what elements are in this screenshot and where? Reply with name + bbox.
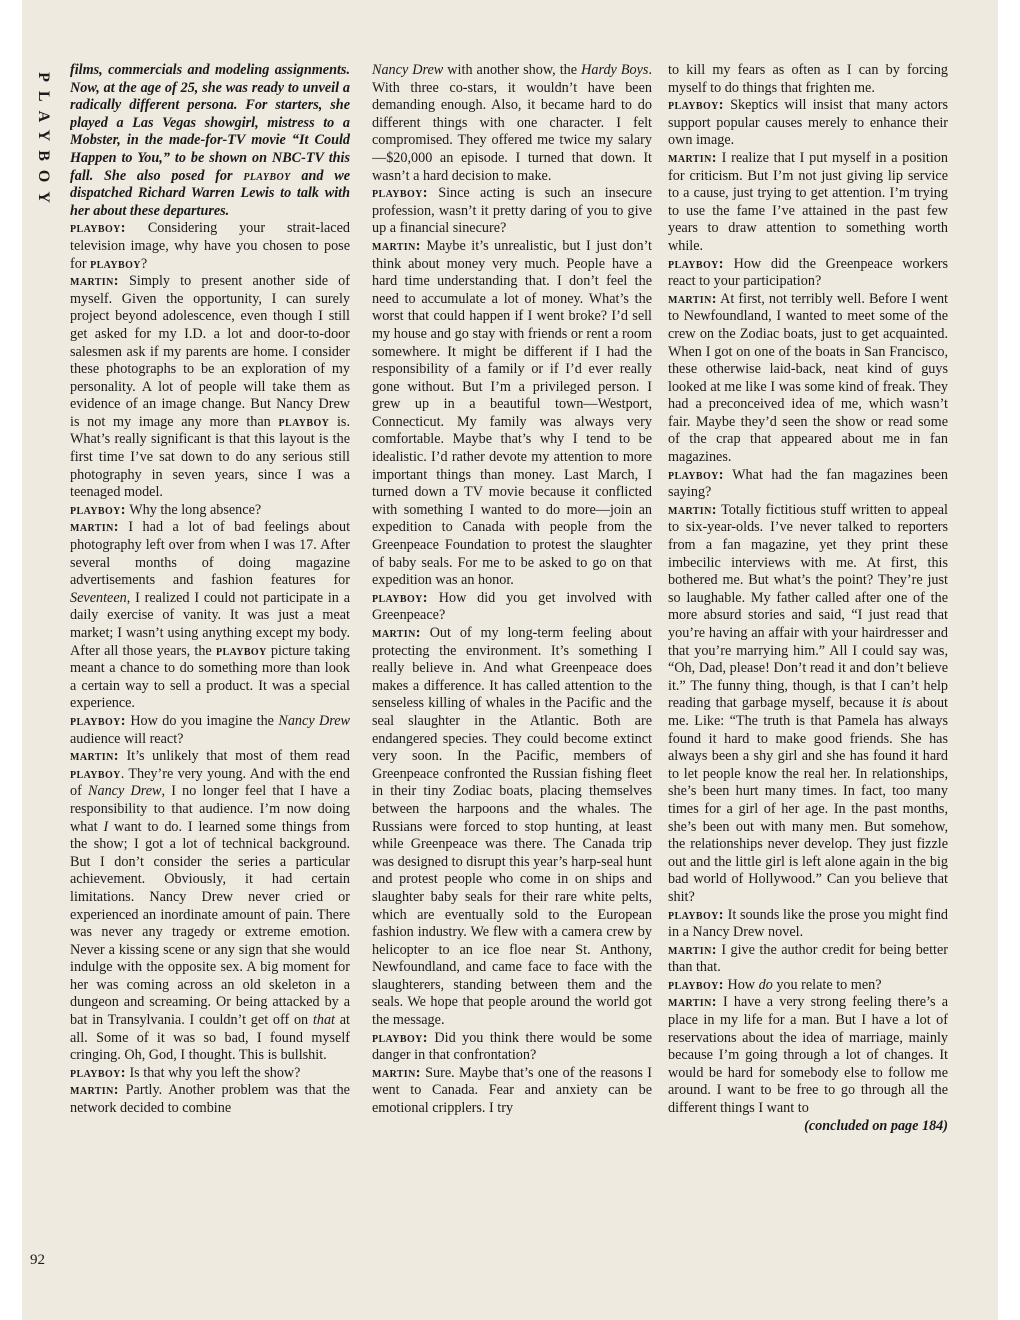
speaker-label: playboy: xyxy=(372,589,428,606)
body-text: It’s unlikely that most of them read xyxy=(126,748,350,765)
small-caps-text: playboy xyxy=(243,167,291,184)
italic-text: Hardy Boys xyxy=(581,62,649,78)
playboy-paragraph xyxy=(372,1030,652,1065)
masthead-text: PLAYBOY xyxy=(35,72,53,212)
body-text: Totally fictitious stuff written to appeal to six-year-olds. I’ve never talked to reporters from a fan magazine, yet they print these imbecilic interviews with me. At first, this bothered me. But what’s the point? They’re just so laughable. My father called after one of the more absurd stories and said, “I just read that you’re having an affair with your hairdresser and that you’re marrying him.” All I could say was, “Oh, Dad, please! Don’t read it and don’t believe it.” The funny thing, though, is that I can’t help reading that garbage myself, because it xyxy=(668,501,948,712)
speaker-label: playboy: xyxy=(668,976,724,993)
intro-paragraph xyxy=(70,62,350,220)
masthead xyxy=(30,62,56,222)
body-text: How did the Greenpeace workers react to your participation? xyxy=(668,255,948,290)
playboy-paragraph xyxy=(70,502,350,520)
body-text: Did you think there would be some danger in that confrontation? xyxy=(372,1029,652,1064)
body-text: at all. Some of it was so bad, I found myself cringing. Oh, God, I thought. This is bullshit. xyxy=(70,1012,350,1064)
speaker-label: playboy: xyxy=(668,97,724,114)
body-text: (concluded on page 184) xyxy=(804,1117,948,1134)
speaker-label: playboy: xyxy=(372,185,428,202)
martin-paragraph xyxy=(372,1065,652,1118)
text-column-3 xyxy=(668,62,948,1302)
small-caps-text: playboy xyxy=(90,255,141,272)
body-text: Is that why you left the show? xyxy=(129,1064,301,1081)
speaker-label: martin: xyxy=(70,273,119,290)
speaker-label: martin: xyxy=(70,1082,119,1099)
speaker-label: martin: xyxy=(668,290,717,307)
body-text: Sure. Maybe that’s one of the reasons I went to Canada. Fear and anxiety can be emotional cripplers. I try xyxy=(372,1064,652,1117)
playboy-paragraph xyxy=(70,713,350,748)
speaker-label: playboy: xyxy=(372,1029,428,1046)
body-text: Since acting is such an insecure profession, wasn’t it pretty daring of you to give up a financial sinecure? xyxy=(372,185,652,237)
playboy-paragraph xyxy=(668,467,948,502)
italic-text: that xyxy=(312,1012,335,1029)
martin-paragraph xyxy=(70,748,350,1065)
martin-paragraph xyxy=(70,519,350,713)
playboy-paragraph xyxy=(372,590,652,625)
italic-text: is xyxy=(901,695,912,712)
playboy-paragraph xyxy=(668,97,948,150)
body-text: films, commercials and modeling assignments. Now, at the age of 25, she was ready to unveil a radically different persona. For starters, she played a Las Vegas showgirl, mistress to a Mobster, in the made-for-TV movie “It Could Happen to You,” to be shown on NBC-TV this fall. She also posed for xyxy=(70,62,350,184)
speaker-label: martin: xyxy=(372,237,421,254)
small-caps-text: playboy xyxy=(278,413,330,430)
body-text: I give the author credit for being better than that. xyxy=(668,941,948,976)
body-text: Out of my long-term feeling about protecting the environment. It’s something I really believe in. And what Greenpeace does makes a difference. It has called attention to the senseless killing of whales in the Pacific and the seal slaughter in the Atlantic. Both are endangered species. They could become extinct very soon. In the Pacific, members of Greenpeace confronted the Russian fishing fleet in their tiny Zodiac boats, placing themselves between the harpoons and the whales. The Russians were forced to stop hunting, at least while Greenpeace was there. The Canada trip was designed to disrupt this year’s harp-seal hunt and protest people who come in on ships and slaughter baby seals for their rare white pelts, which are eventually sold to the European fashion industry. We flew with a camera crew by helicopter to an ice floe near St. Anthony, Newfoundland, and came face to face with the slaughterers, standing between them and the seals. We hope that people around the world got the message. xyxy=(372,625,652,1029)
small-caps-text: playboy xyxy=(70,765,121,782)
playboy-paragraph xyxy=(668,907,948,942)
martin-paragraph xyxy=(668,994,948,1117)
small-caps-text: playboy xyxy=(215,642,267,659)
speaker-label: playboy: xyxy=(70,1064,126,1081)
italic-text: do xyxy=(758,976,773,993)
body-text: ? xyxy=(140,255,148,272)
body-text: Skeptics will insist that many actors support popular causes merely to enhance their own image. xyxy=(668,97,948,149)
speaker-label: martin: xyxy=(668,994,717,1011)
speaker-label: playboy: xyxy=(70,712,126,729)
speaker-label: martin: xyxy=(668,149,717,166)
playboy-paragraph xyxy=(70,1065,350,1083)
body-text: you relate to men? xyxy=(772,976,882,993)
body-text: How xyxy=(727,976,759,993)
body-text: I have a very strong feeling there’s a place in my life for a man. But I have a lot of reservations about the idea of marriage, mainly because I’m going through a lot of changes. It would be hard for somebody else to follow me around. I want to be free to go through all the different things I want to xyxy=(668,994,948,1117)
speaker-label: martin: xyxy=(668,941,717,958)
martin-paragraph xyxy=(372,238,652,590)
playboy-paragraph xyxy=(668,977,948,995)
body-text: Considering your strait-laced television image, why have you chosen to pose for xyxy=(70,220,350,272)
body-text: to kill my fears as often as I can by forcing myself to do things that frighten me. xyxy=(668,62,948,96)
speaker-label: playboy: xyxy=(668,466,724,483)
continuation-note xyxy=(668,1118,948,1136)
body-text: Partly. Another problem was that the network decided to combine xyxy=(70,1082,350,1117)
speaker-label: martin: xyxy=(70,519,119,536)
text-column-2 xyxy=(372,62,652,1302)
body-text: What had the fan magazines been saying? xyxy=(668,466,948,501)
body-text: . With three co-stars, it wouldn’t have been demanding enough. Also, it became hard to do different things with one character. I felt compromised. They offered me twice my salary—$20,000 an episode. I turned that down. It wasn’t a hard decision to make. xyxy=(372,62,652,184)
body-text: . They’re very young. And with the end of xyxy=(70,765,350,800)
martin-paragraph xyxy=(70,1082,350,1117)
martin-paragraph xyxy=(70,273,350,502)
playboy-paragraph xyxy=(372,185,652,238)
body-text: How do you imagine the xyxy=(130,712,279,729)
body-text: audience will react? xyxy=(70,730,184,747)
continued-paragraph xyxy=(372,62,652,185)
playboy-paragraph xyxy=(70,220,350,273)
italic-text: Nancy Drew xyxy=(88,783,162,800)
body-text: is. What’s really significant is that this layout is the first time I’ve sat down to do any serious still photography in seven years, since I was a teenaged model. xyxy=(70,413,350,501)
speaker-label: martin: xyxy=(70,748,119,765)
page-number: 92 xyxy=(30,1252,45,1268)
body-text: , I no longer feel that I have a responsibility to that audience. I’m now doing what xyxy=(70,783,350,835)
speaker-label: playboy: xyxy=(668,906,724,923)
body-text: I realize that I put myself in a position for criticism. But I’m not just giving lip service to a cause, just trying to get attention. I’m trying to use the fame I’ve attained in the past few years to draw attention to something worth while. xyxy=(668,149,948,254)
martin-paragraph xyxy=(668,291,948,467)
body-text: and we dispatched Richard Warren Lewis to talk with her about these departures. xyxy=(70,167,350,219)
speaker-label: playboy: xyxy=(668,255,724,272)
body-text: Maybe it’s unrealistic, but I just don’t think about money very much. People have a hard time understanding that. I don’t feel the need to accumulate a lot of money. What’s the worst that could happen if I went broke? I’d sell my house and go stay with friends or rent a room somewhere. It might be different if I had the responsibility of a family or if I’d ever really gone without. But I’m a privileged person. I grew up in a beautiful town—Westport, Connecticut. My family was always very comfortable. Maybe that’s why I tend to be idealistic. I’d rather devote my attention to more important things than money. Last March, I turned down a TV movie because it conflicted with something I wanted to do more—join an expedition to Canada with people from the Greenpeace Foundation to protest the slaughter of baby seals. For me to be asked to go on that expedition was an honor. xyxy=(372,237,652,589)
body-text: , I realized I could not participate in a daily exercise of vanity. It was just a meat market; I wasn’t using anything except my body. After all those years, the xyxy=(70,589,350,659)
speaker-label: martin: xyxy=(372,1064,421,1081)
martin-paragraph xyxy=(668,942,948,977)
body-text: How did you get involved with Greenpeace? xyxy=(372,589,652,624)
martin-paragraph xyxy=(668,150,948,256)
speaker-label: playboy: xyxy=(70,220,126,237)
speaker-label: martin: xyxy=(372,625,421,641)
body-text: At first, not terribly well. Before I went to Newfoundland, I wanted to meet some of the crew on the Zodiac boats, just to get acquainted. When I got on one of the boats in San Francisco, these otherwise laid-back, neat kind of guys looked at me like I was some kind of freak. They had a preconceived idea of me, which wasn’t fair. Maybe they’d seen the show or read some of the crap that appeared about me in fan magazines. xyxy=(668,290,948,466)
body-text: about me. Like: “The truth is that Pamela has always found it hard to make good friends. She has always been a shy girl and she has found it hard to let people know the real her. In relationships, she’s been hurt many times. In fact, too many times for a girl of her age. In the past months, she’s been out with many men. But somehow, the relationships never develop. They just fizzle out and the little girl is left alone again in the big bad world of Hollywood.” Can you believe that shit? xyxy=(668,695,948,905)
body-text: Simply to present another side of myself. Given the opportunity, I can surely project beyond adolescence, even though I still get asked for my I.D. a lot and door-to-door salesmen ask if my parents are home. I consider these photographs to be an exploration of my personality. A lot of people will take them as evidence of an image change. But Nancy Drew is not my image any more than xyxy=(70,273,350,430)
italic-text: I xyxy=(103,818,109,835)
martin-paragraph xyxy=(372,625,652,1030)
body-text: Why the long absence? xyxy=(129,501,262,518)
body-text: want to do. I learned some things from the show; I got a lot of technical background. But I don’t consider the series a particular achievement. Obviously, it had certain limitations. Nancy Drew never cried or experienced an inordinate amount of pain. There was never any tragedy or extreme emotion. Never a kissing scene or any sign that she would indulge with the opposite sex. A big moment for her was coming across an old skeleton in a dungeon and screaming. Or being attacked by a bat in Transylvania. I couldn’t get off on xyxy=(70,818,350,1029)
speaker-label: martin: xyxy=(668,501,717,518)
body-text: with another show, the xyxy=(443,62,582,78)
speaker-label: playboy: xyxy=(70,501,126,518)
body-text: It sounds like the prose you might find in a Nancy Drew novel. xyxy=(668,906,948,941)
italic-text: Nancy Drew xyxy=(278,712,350,729)
italic-text: Nancy Drew xyxy=(372,62,444,78)
continued-paragraph xyxy=(668,62,948,97)
text-column-1 xyxy=(70,62,350,1302)
playboy-paragraph xyxy=(668,256,948,291)
body-text: I had a lot of bad feelings about photography left over from when I was 17. After several months of doing magazine advertisements and fashion features for xyxy=(70,519,350,589)
martin-paragraph xyxy=(668,502,948,907)
italic-text: Seventeen xyxy=(70,589,127,606)
body-text: picture taking meant a chance to do something more than look a certain way to sell a product. It was a special experience. xyxy=(70,642,350,712)
